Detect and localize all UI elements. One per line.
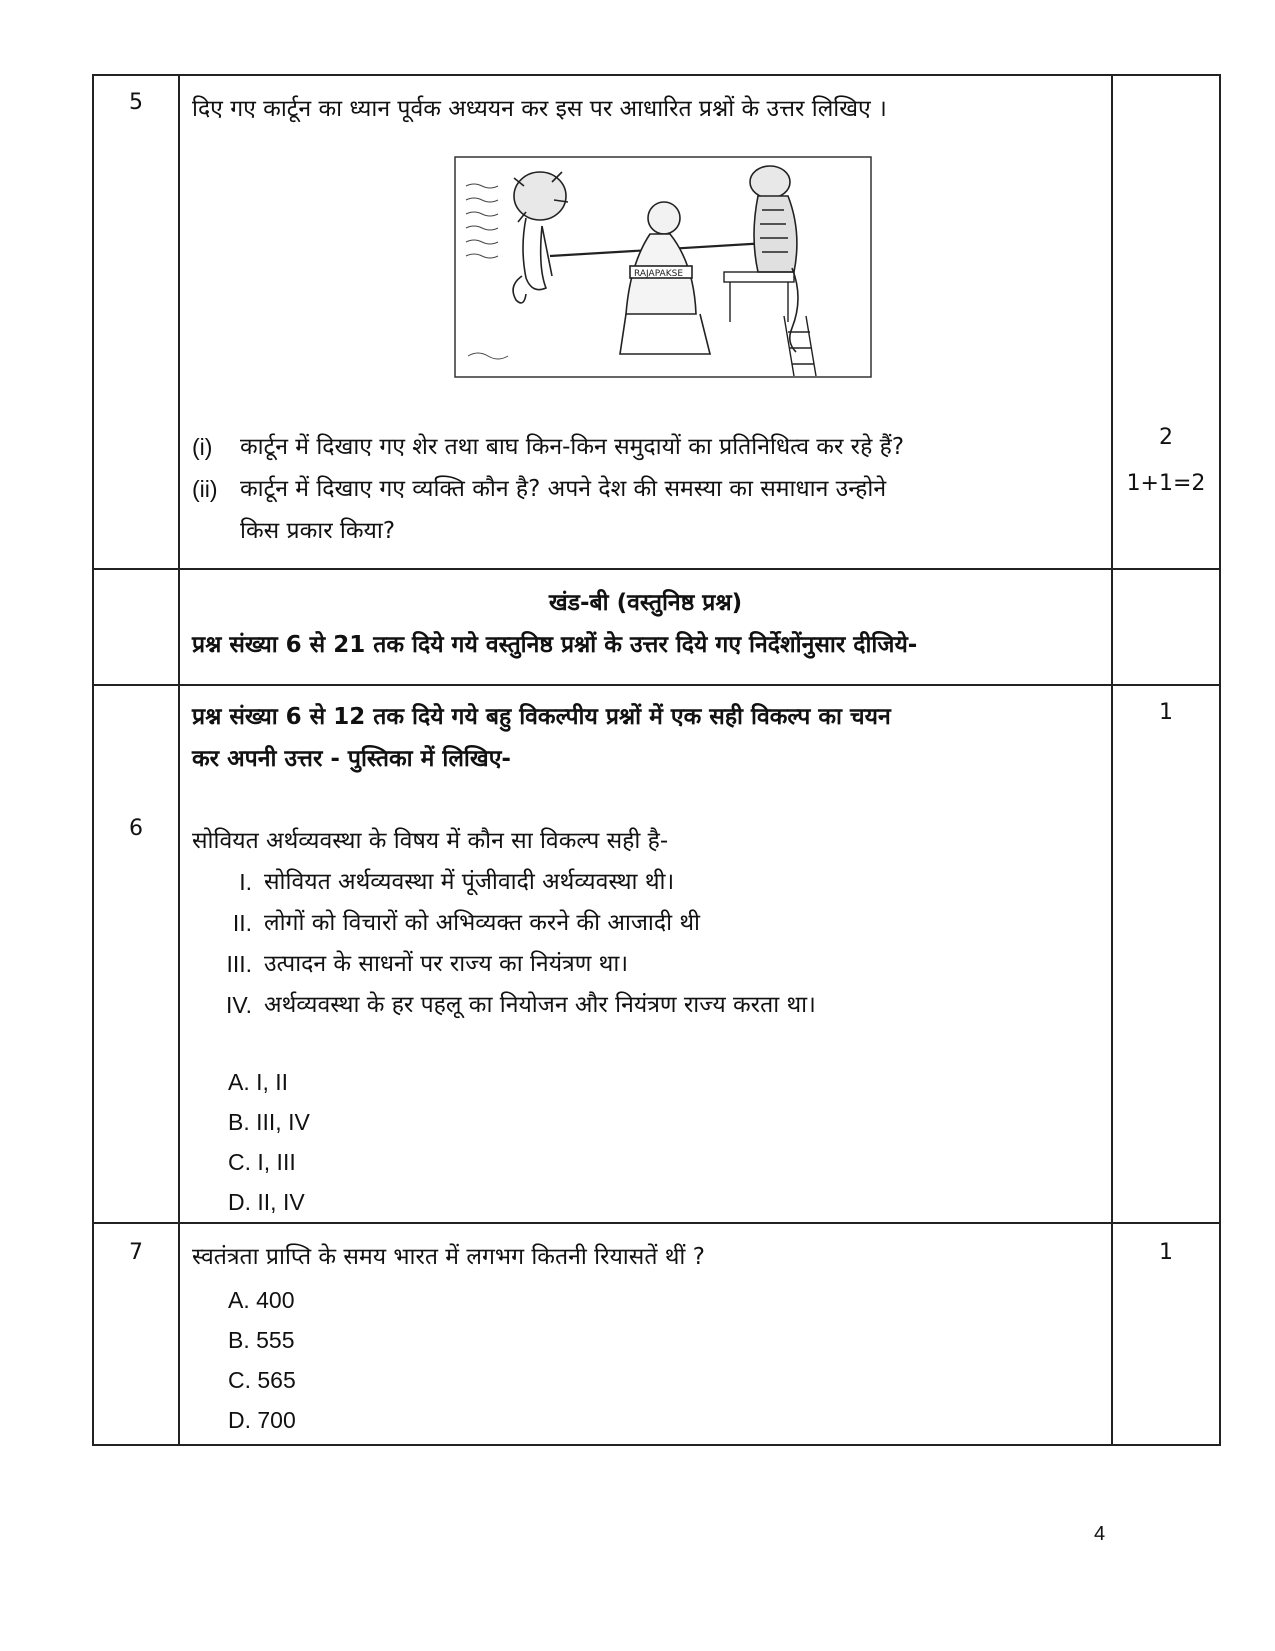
option-list (192, 1280, 1099, 1440)
option: B. III, IV (228, 1109, 310, 1135)
sub-question-label: (ii) (192, 476, 218, 502)
question-table (92, 74, 1221, 1446)
sub-question-text: कार्टून में दिखाए गए व्यक्ति कौन है? अपने देश की समस्या का समाधान उन्होने (240, 476, 887, 502)
question-body (179, 75, 1112, 569)
option-list (192, 1062, 1099, 1222)
sub-question-text: कार्टून में दिखाए गए शेर तथा बाघ किन-किन समुदायों का प्रतिनिधित्व कर रहे हैं? (240, 434, 905, 460)
statement-label: IV. (225, 992, 252, 1018)
question-stem: स्वतंत्रता प्राप्ति के समय भारत में लगभग कितनी रियासतें थीं ? (192, 1244, 705, 1270)
section-b-body (179, 569, 1112, 685)
marks: 2 (1159, 425, 1173, 450)
question-row-7 (93, 1223, 1220, 1445)
statement-list (192, 862, 1099, 1026)
statement-text: अर्थव्यवस्था के हर पहलू का नियोजन और नियंत्रण राज्य करता था। (264, 992, 816, 1018)
mcq-instruction-line: प्रश्न संख्या 6 से 12 तक दिये गये बहु विकल्पीय प्रश्नों में एक सही विकल्प का चयन (192, 704, 891, 730)
statement-label: III. (226, 951, 252, 977)
statement-label: I. (239, 869, 252, 895)
sub-question (192, 468, 1099, 510)
section-title: खंड-बी (वस्तुनिष्ठ प्रश्न) (548, 590, 743, 616)
option: C. I, III (228, 1149, 296, 1175)
statement (192, 862, 1099, 903)
question-body (179, 685, 1112, 1223)
option: D. 700 (228, 1407, 296, 1433)
mcq-instruction-line: कर अपनी उत्तर - पुस्तिका में लिखिए- (192, 746, 511, 772)
cartoon-illustration (454, 156, 872, 378)
option: A. 400 (228, 1287, 295, 1313)
section-instruction: प्रश्न संख्या 6 से 21 तक दिये गये वस्तुनिष्ठ प्रश्नों के उत्तर दिये गए निर्देशोंनुसार दीजिये- (192, 632, 918, 658)
statement-text: लोगों को विचारों को अभिव्यक्त करने की आजादी थी (264, 910, 701, 936)
marks-cell (1112, 75, 1220, 569)
statement-text: सोवियत अर्थव्यवस्था में पूंजीवादी अर्थव्यवस्था थी। (264, 869, 675, 895)
marks: 1 (1112, 685, 1220, 1223)
marks: 1 (1112, 1223, 1220, 1445)
statement (192, 985, 1099, 1026)
question-number: 6 (129, 816, 143, 841)
statement (192, 903, 1099, 944)
option: A. I, II (228, 1069, 289, 1095)
question-body (179, 1223, 1112, 1445)
option: D. II, IV (228, 1189, 305, 1215)
statement (192, 944, 1099, 985)
sub-question-label: (i) (192, 434, 213, 460)
sub-question-continuation: किस प्रकार किया? (240, 518, 396, 544)
question-number: 7 (93, 1223, 179, 1445)
cartoon-label: RAJAPAKSE (634, 269, 684, 279)
question-number-cell (93, 685, 179, 1223)
question-stem: सोवियत अर्थव्यवस्था के विषय में कौन सा विकल्प सही है- (192, 828, 669, 854)
question-row-5 (93, 75, 1220, 569)
question-row-6 (93, 685, 1220, 1223)
page-number: 4 (1094, 1523, 1106, 1545)
section-b-row (93, 569, 1220, 685)
statement-label: II. (232, 910, 252, 936)
sub-question-list (192, 426, 1099, 552)
marks-split: 1+1=2 (1126, 471, 1206, 496)
statement-text: उत्पादन के साधनों पर राज्य का नियंत्रण था। (264, 951, 629, 977)
question-instruction: दिए गए कार्टून का ध्यान पूर्वक अध्ययन कर इस पर आधारित प्रश्नों के उत्तर लिखिए । (192, 96, 887, 122)
option: C. 565 (228, 1367, 296, 1393)
question-number: 5 (93, 75, 179, 569)
sub-question (192, 426, 1099, 468)
option: B. 555 (228, 1327, 295, 1353)
